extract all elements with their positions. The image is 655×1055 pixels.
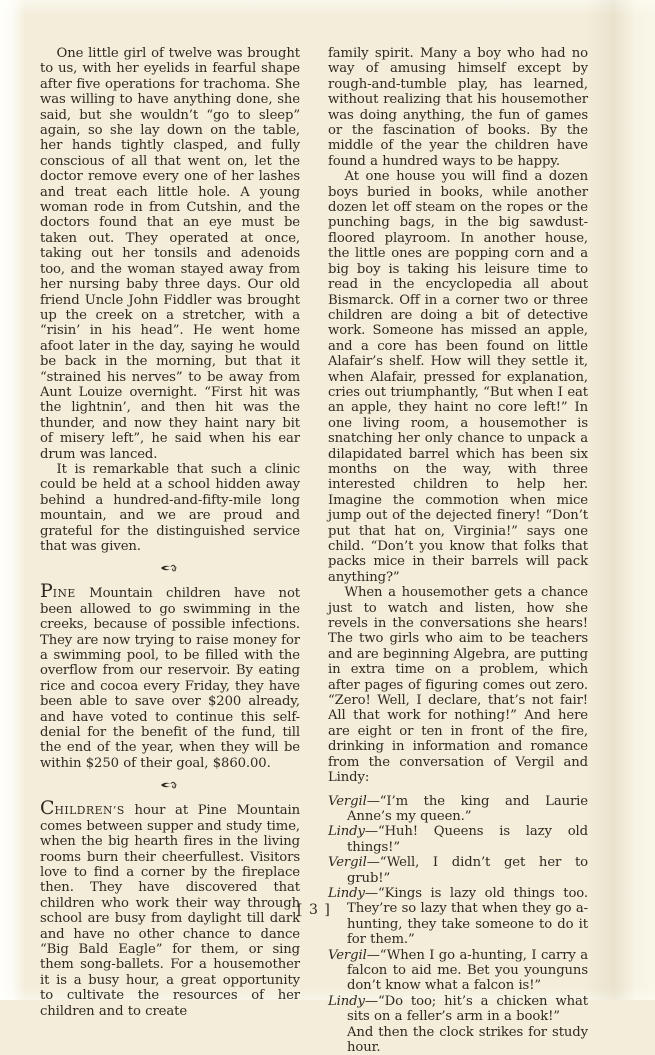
- paragraph-swimming-pool: [40, 582, 300, 771]
- section-divider: [40, 563, 300, 574]
- dialogue-block: [328, 794, 588, 1055]
- dialogue-line: [328, 794, 588, 825]
- page-number: [ 3 ]: [40, 902, 588, 918]
- section-body: Mountain children have not been allowed to go swimming in the creeks, because of possible infections. They are now trying to raise money for a swimming pool, to be filled with the overflow from our reservoir. By eating rice and cocoa every Friday, they have been able to save over $200 already, and have voted to continue this self-denial for the benefit of the fund, till the end of the year, when they will be within $250 of their goal, $860.00.: [40, 586, 300, 770]
- section-smallcaps: INE: [53, 587, 76, 600]
- paragraph-clinic-remarkable: It is remarkable that such a clinic could be held at a school hidden away behind a hundred-and-fifty-mile long mountain, and we are proud and grateful for the distinguished service that was given.: [40, 462, 300, 554]
- paragraph-clinic-girl: One little girl of twelve was brought to us, with her eyelids in fearful shape after five operations for trachoma. She was willing to have anything done, she said, but she wouldn’t “go to sleep” again, so she lay down on the table, her hands tightly clasped, and fully conscious of all that went on, let the doctor remove every one of her lashes and treat each little hole. A young woman rode in from Cutshin, and the doctors found that an eye must be taken out. They operated at once, taking out her tonsils and adenoids too, and the woman stayed away from her nursing baby three days. Our old friend Uncle John Fiddler was brought up the creek on a stretcher, with a “risin’ in his head”. He went home afoot later in the day, saying he would be back in the morning, but that it “strained his nerves” to be away from Aunt Louize overnight. “First hit was the lightnin’, and then hit was the thunder, and now they haint nary bit of misery left”, he said when his ear drum was lanced.: [40, 46, 300, 462]
- dialogue-text: —“I’m the king and Laurie Anne’s my queen.”: [347, 794, 588, 824]
- paragraph-at-one-house: At one house you will find a dozen boys buried in books, while another dozen let off steam on the ropes or the punching bags, in the big sawdust-floored playroom. In another house, the little ones are popping corn and a big boy is taking his leisure time to read in the encyclopedia all about Bismarck. Off in a corner two or three children are doing a bit of detective work. Someone has missed an apple, and a core has been found on little Alafair’s shelf. How will they settle it, when Alafair, pressed for explanation, cries out triumphantly, “But when I eat an apple, they haint no core left!” In one living room, a housemother is snatching her only chance to unpack a dilapidated barrel which has been six months on the way, with three interested children to help her. Imagine the commotion when mice jump out of the dejected finery! “Don’t put that hat on, Virginia!” says one child. “Don’t you know that folks that packs mice in their barrels will pack anything?”: [328, 169, 588, 585]
- section-smallcaps: HILDREN’S: [54, 804, 124, 817]
- speaker-name: Vergil: [328, 855, 367, 870]
- dialogue-text: —“When I go a-hunting, I carry a falcon to aid me. Bet you younguns don’t know what a falcon is!”: [347, 948, 588, 994]
- fleuron-icon: [160, 563, 180, 573]
- dialogue-text: —“Huh! Queens is lazy old things!”: [347, 824, 588, 854]
- dialogue-line: [328, 948, 588, 994]
- dialogue-line: [328, 994, 588, 1025]
- section-divider: [40, 780, 300, 791]
- speaker-name: Lindy: [328, 886, 365, 901]
- dialogue-text: —“Well, I didn’t get her to grub!”: [347, 855, 588, 885]
- dialogue-closing-line: And then the clock strikes for study hour.: [328, 1025, 588, 1055]
- dialogue-text: —“Kings is lazy old things too. They’re so lazy that when they go a-hunting, they take someone to do it for them.”: [347, 886, 588, 947]
- dialogue-line: [328, 824, 588, 855]
- dialogue-text: —“Do too; hit’s a chicken what sits on a feller’s arm in a book!”: [347, 994, 588, 1024]
- section-body: hour at Pine Mountain comes between supper and study time, when the big hearth fires in the living rooms burn their cheerfullest. Visitors love to find a corner by the fireplace then. They have discovered that children who work their way through school are busy from daylight till dark and have no other chance to dance “Big Bald Eagle” for them, or sing them song-ballets. For a housemother it is a busy hour, a great opportunity to cultivate the resources of her children and to create: [40, 803, 300, 1018]
- dialogue-line: [328, 855, 588, 886]
- speaker-name: Vergil: [328, 794, 367, 809]
- speaker-name: Lindy: [328, 824, 365, 839]
- speaker-name: Vergil: [328, 948, 367, 963]
- speaker-name: Lindy: [328, 994, 365, 1009]
- fleuron-icon: [160, 780, 180, 790]
- paragraph-family-spirit: family spirit. Many a boy who had no way of amusing himself except by rough-and-tumble play, has learned, without realizing that his housemother was doing anything, the fun of games or the fascination of books. By the middle of the year the children have found a hundred ways to be happy.: [328, 46, 588, 169]
- section-initial: P: [40, 580, 53, 602]
- paragraph-housemother-listens: When a housemother gets a chance just to watch and listen, how she revels in the conversations she hears! The two girls who aim to be teachers and are beginning Algebra, are putting in extra time on a problem, which after pages of figuring comes out zero. “Zero! Well, I declare, that’s not fair! All that work for nothing!” And here are eight or ten in front of the fire, drinking in information and romance from the conversation of Vergil and Lindy:: [328, 585, 588, 785]
- section-initial: C: [40, 797, 54, 819]
